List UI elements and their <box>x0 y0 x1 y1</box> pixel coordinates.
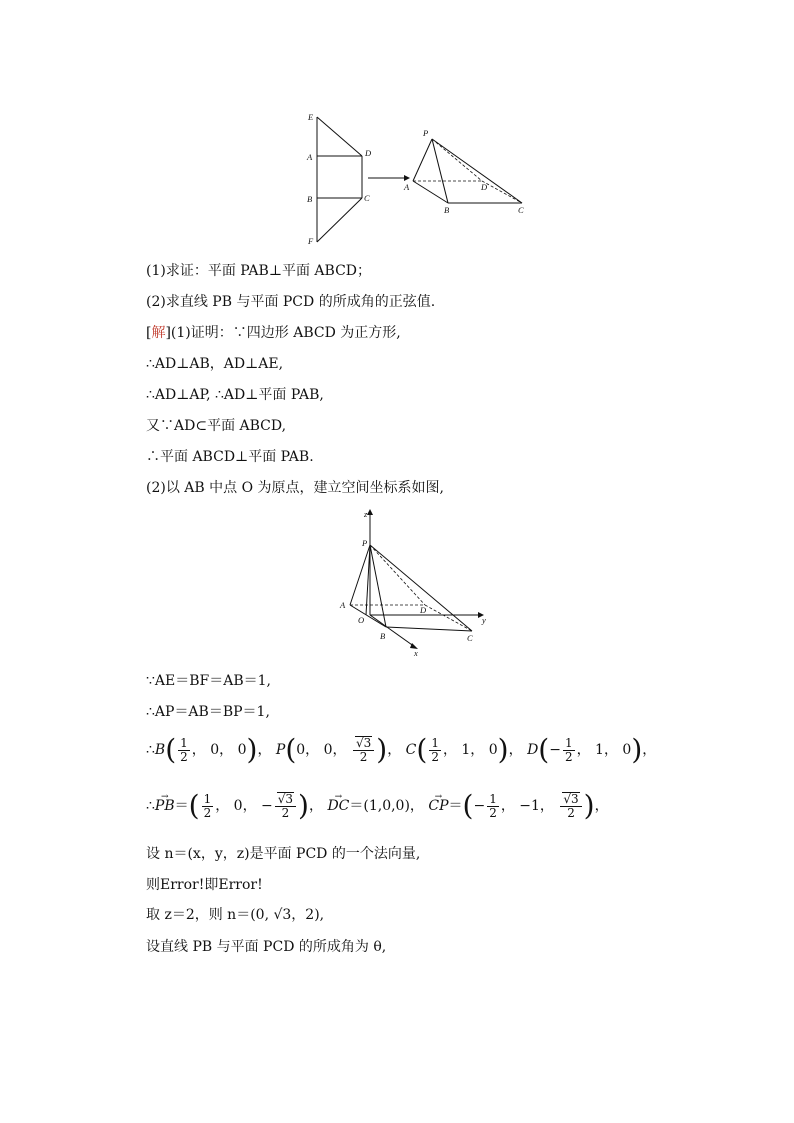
take-z-line: 取 z＝2，则 n＝(0, √3，2), <box>146 907 325 923</box>
pyramid-shape <box>350 545 472 631</box>
label-B: B <box>307 194 313 204</box>
proof-line-3: 又∵AD⊂平面 ABCD, <box>146 418 287 434</box>
label-O: O <box>358 615 365 625</box>
proof-line-4: ∴平面 ABCD⊥平面 PAB. <box>146 449 314 465</box>
label-B: B <box>444 205 450 215</box>
label-A: A <box>307 152 313 162</box>
label-D: D <box>420 605 427 615</box>
vectors-line: ∴→ PB＝( $\frac{1}{2}$ ， 0， − $\frac{√3}{2}$ )， → DC＝(1,0,0)， → CP＝(− $\frac{1}{2}$ ， −1， $\frac{√3}{2}$ )， <box>146 786 609 826</box>
transform-arrow-icon <box>368 175 410 181</box>
part2-line: (2)以 AB 中点 O 为原点，建立空间坐标系如图, <box>146 480 444 496</box>
error-line: 则Error!即Error! <box>146 877 263 893</box>
label-P: P <box>423 128 429 138</box>
label-A: A <box>340 600 346 610</box>
label-F: F <box>308 236 314 246</box>
sol-word: 解 <box>151 325 166 341</box>
label-B: B <box>380 631 386 641</box>
sol-rest: ](1)证明：∵四边形 ABCD 为正方形, <box>165 325 401 341</box>
label-D: D <box>481 182 488 192</box>
equal-sides-line: ∴AP＝AB＝BP＝1, <box>146 704 270 720</box>
label-P: P <box>362 538 368 548</box>
question-2: (2)求直线 PB 与平面 PCD 的所成角的正弦值. <box>146 294 436 310</box>
label-C: C <box>467 633 473 643</box>
proof-line-2: ∴AD⊥AP, ∴AD⊥平面 PAB, <box>146 387 324 403</box>
proof-line-1: ∴AD⊥AB，AD⊥AE, <box>146 356 284 372</box>
coordinate-figure <box>330 505 500 660</box>
folding-figure <box>300 108 540 250</box>
label-y: y <box>482 615 486 625</box>
label-z: z <box>364 509 368 519</box>
label-E: E <box>308 112 314 122</box>
angle-line: 设直线 PB 与平面 PCD 的所成角为 θ, <box>146 939 387 955</box>
label-D: D <box>365 148 372 158</box>
pyramid-shape <box>413 139 522 203</box>
unfolded-shape <box>317 117 362 242</box>
label-C: C <box>364 193 370 203</box>
sol-bracket: [ <box>146 325 152 341</box>
label-x: x <box>414 648 418 658</box>
coordinates-line: ∴B( $\frac{1}{2}$ ， 0， 0)， P(0， 0， $\frac{√3}{2}$ )， C( $\frac{1}{2}$ ， 1， 0)， D(− $\frac{1}{2}$ ， 1， 0)， <box>146 733 657 766</box>
solution-start <box>146 324 401 342</box>
normal-vector-line: 设 n＝(x，y，z)是平面 PCD 的一个法向量, <box>146 846 421 862</box>
given-line: ∵AE＝BF＝AB＝1, <box>146 673 271 689</box>
label-C: C <box>518 205 524 215</box>
label-A: A <box>404 182 410 192</box>
question-1: (1)求证：平面 PAB⊥平面 ABCD； <box>146 263 372 279</box>
